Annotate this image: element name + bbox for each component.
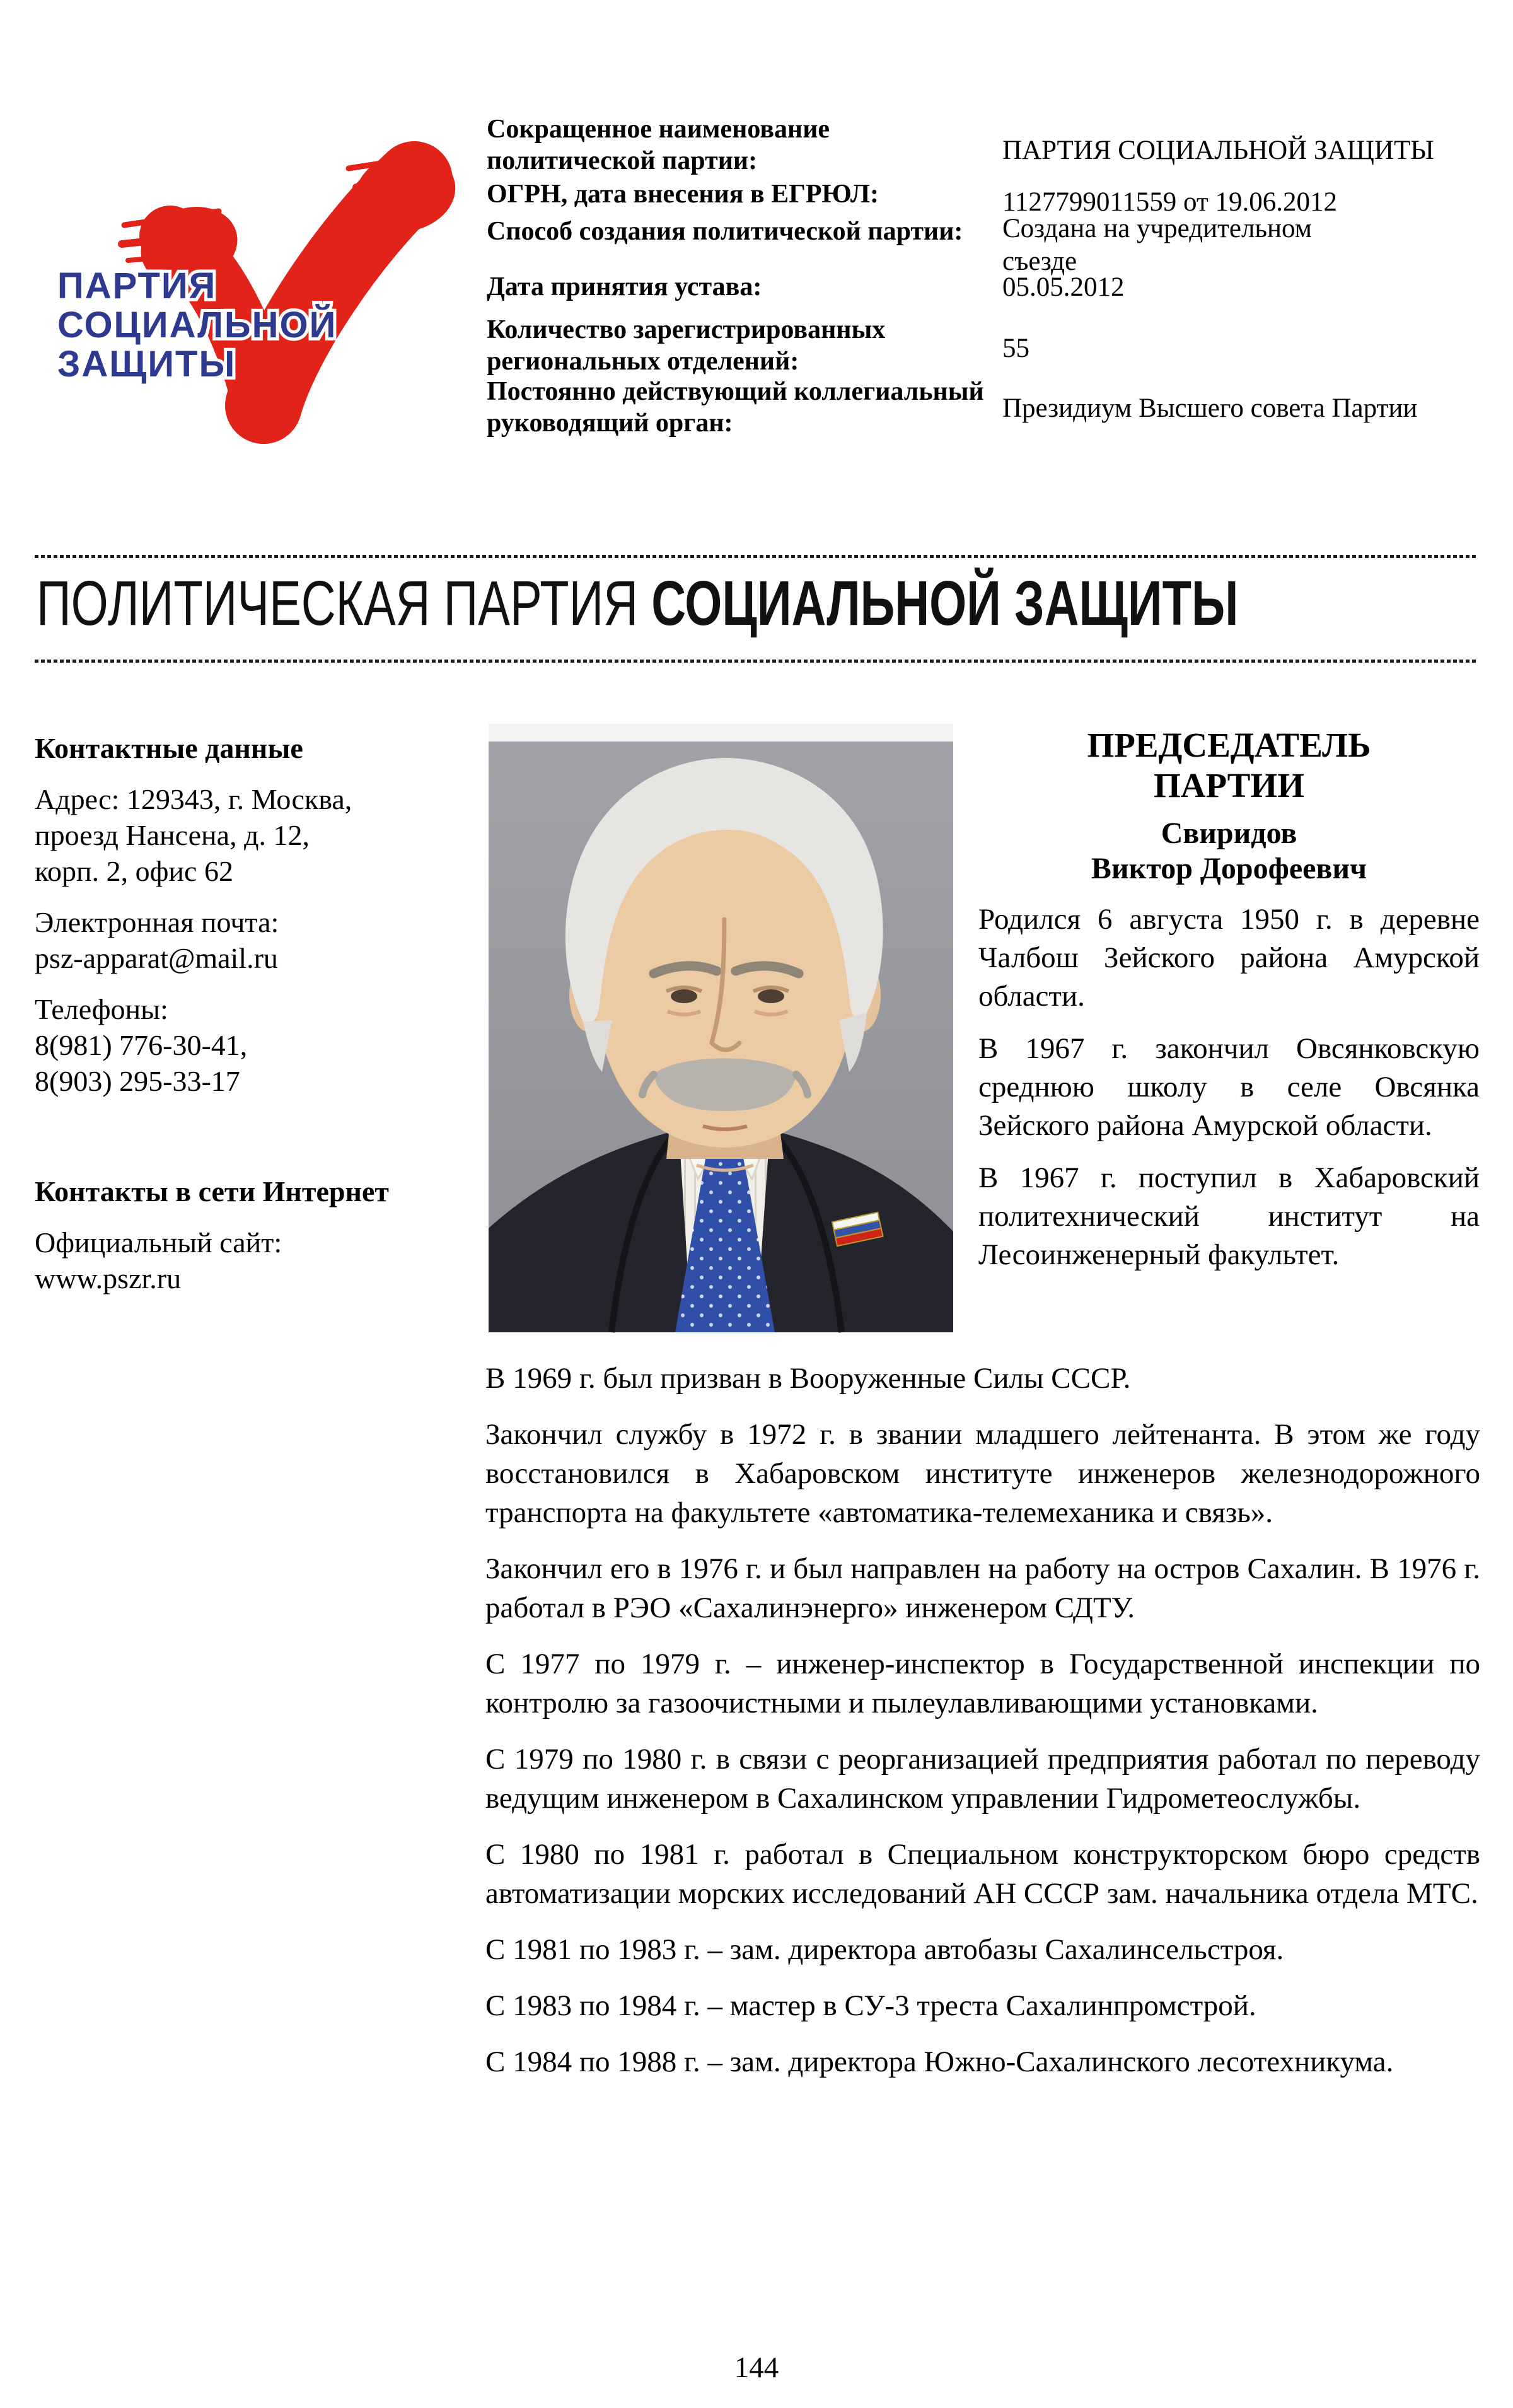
- biography-paragraph: С 1977 по 1979 г. – инженер-инспектор в Государственной инспекции по контролю за газоочистными и пылеулавливающими установками.: [485, 1648, 1480, 1719]
- contacts-panel: [35, 726, 454, 1296]
- chairman-name: [978, 816, 1480, 887]
- website-url: www.pszr.ru: [35, 1262, 182, 1294]
- logo-line-2: СОЦИАЛЬНОЙ: [57, 305, 337, 346]
- page-title: [37, 569, 1238, 638]
- logo-line-1: ПАРТИЯ: [57, 265, 217, 306]
- info-value: Создана на учредительном съезде: [1002, 214, 1312, 276]
- party-info-table: [487, 113, 1480, 517]
- party-logo: [54, 129, 467, 460]
- chairman-surname: Свиридов: [1161, 817, 1297, 850]
- chairman-title: [978, 725, 1480, 806]
- page-title-light: ПОЛИТИЧЕСКАЯ ПАРТИЯ: [37, 568, 652, 639]
- info-label: Постоянно действующий коллегиальный руководящий орган:: [487, 377, 984, 438]
- contacts-title: Контактные данные: [35, 732, 303, 764]
- chairman-bio-paragraph: В 1967 г. поступил в Хабаровский политехнический институт на Лесоинженерный факультет.: [978, 1161, 1480, 1271]
- phone-number: 8(981) 776-30-41,: [35, 1029, 248, 1061]
- biography-paragraph: Закончил его в 1976 г. и был направлен на работу на остров Сахалин. В 1976 г. работал в РЭО «Сахалинэнерго» инженером СДТУ.: [485, 1552, 1480, 1624]
- chairman-bio-paragraph: Родился 6 августа 1950 г. в деревне Чалбош Зейского района Амурской области.: [978, 903, 1480, 1013]
- portrait-illustration: [489, 723, 953, 1333]
- info-value: 1127799011559 от 19.06.2012: [1002, 187, 1338, 217]
- info-label: Дата принятия устава:: [487, 272, 762, 301]
- chairman-panel: [978, 725, 1480, 1274]
- phones-block: [35, 991, 454, 1099]
- biography-paragraph: С 1981 по 1983 г. – зам. директора автобазы Сахалинсельстроя.: [485, 1933, 1284, 1966]
- email-value: psz-apparat@mail.ru: [35, 942, 278, 974]
- info-value: ПАРТИЯ СОЦИАЛЬНОЙ ЗАЩИТЫ: [1002, 136, 1434, 165]
- email-label: Электронная почта:: [35, 906, 279, 938]
- heart-check-icon: [54, 129, 467, 460]
- biography-paragraph: Закончил службу в 1972 г. в звании младшего лейтенанта. В этом же году восстановился в Хабаровском институте инженеров железнодорожного транспорта на факультете «автоматика-телемеханика и связь».: [485, 1418, 1480, 1529]
- page-title-bold: СОЦИАЛЬНОЙ ЗАЩИТЫ: [651, 568, 1239, 639]
- info-label: Способ создания политической партии:: [487, 217, 963, 246]
- address-line: проезд Нансена, д. 12,: [35, 819, 310, 851]
- biography-paragraph: В 1969 г. был призван в Вооруженные Силы СССР.: [485, 1362, 1131, 1395]
- phone-number: 8(903) 295-33-17: [35, 1065, 240, 1097]
- biography-paragraph: С 1983 по 1984 г. – мастер в СУ-3 треста Сахалинпромстрой.: [485, 1989, 1256, 2022]
- website-block: [35, 1224, 454, 1296]
- address-line: корп. 2, офис 62: [35, 855, 233, 887]
- biography-paragraph: С 1980 по 1981 г. работал в Специальном конструкторском бюро средств автоматизации морских исследований АН СССР зам. начальника отдела МТС.: [485, 1838, 1480, 1910]
- chairman-bio-paragraph: В 1967 г. закончил Овсянковскую среднюю школу в селе Овсянка Зейского района Амурской области.: [978, 1032, 1480, 1142]
- info-value: 55: [1002, 334, 1029, 363]
- chairman-title-line: ПАРТИИ: [1153, 766, 1304, 805]
- email-block: [35, 904, 454, 976]
- chairman-title-line: ПРЕДСЕДАТЕЛЬ: [1087, 726, 1371, 764]
- page-number: 144: [734, 2351, 779, 2384]
- internet-contacts-title: Контакты в сети Интернет: [35, 1175, 389, 1207]
- info-label: Сокращенное наименование политической партии:: [487, 115, 830, 175]
- chairman-photo: [489, 723, 953, 1333]
- info-label: ОГРН, дата внесения в ЕГРЮЛ:: [487, 180, 879, 209]
- website-label: Официальный сайт:: [35, 1226, 282, 1259]
- biography-paragraph: С 1979 по 1980 г. в связи с реорганизацией предприятия работал по переводу ведущим инженером в Сахалинском управлении Гидрометеослужбы.: [485, 1743, 1480, 1815]
- dashed-divider-bottom: [35, 660, 1478, 663]
- chairman-given-names: Виктор Дорофеевич: [1091, 852, 1367, 885]
- logo-line-3: ЗАЩИТЫ: [57, 344, 236, 385]
- info-label: Количество зарегистрированных региональных отделений:: [487, 315, 886, 376]
- dashed-divider-top: [35, 555, 1478, 558]
- biography-paragraph: С 1984 по 1988 г. – зам. директора Южно-Сахалинского лесотехникума.: [485, 2045, 1394, 2078]
- address-block: [35, 781, 454, 889]
- address-line: Адрес: 129343, г. Москва,: [35, 783, 352, 815]
- info-value: Президиум Высшего совета Партии: [1002, 393, 1418, 423]
- biography-section: [485, 1359, 1480, 2098]
- phones-label: Телефоны:: [35, 993, 168, 1025]
- info-value: 05.05.2012: [1002, 272, 1125, 302]
